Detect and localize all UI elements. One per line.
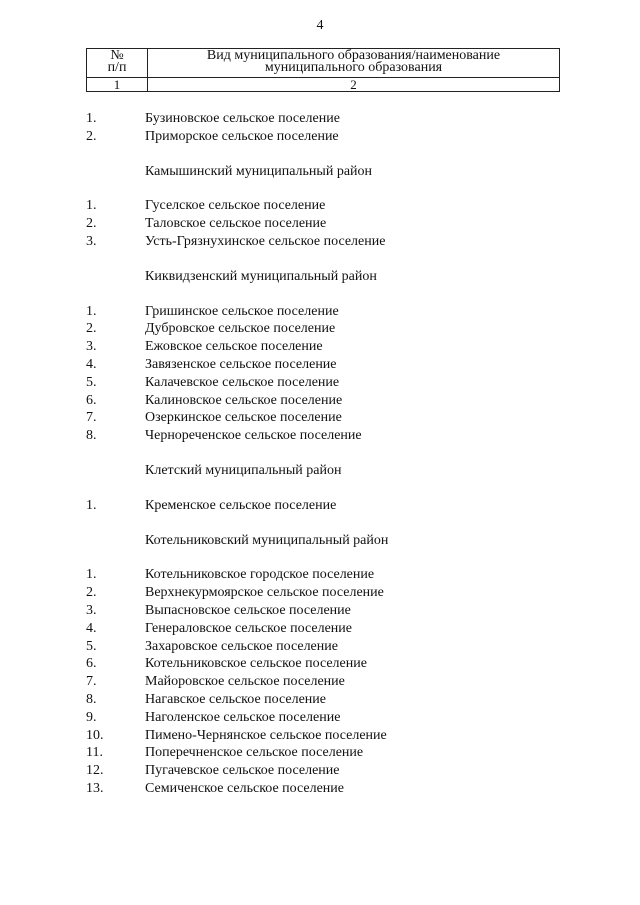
item-number: 3. xyxy=(86,603,97,618)
item-number: 6. xyxy=(86,392,97,408)
list-item xyxy=(0,655,640,673)
list-item xyxy=(0,620,640,638)
item-name: Семиченское сельское поселение xyxy=(145,781,345,796)
item-name: Завязенское сельское поселение xyxy=(145,357,337,372)
header-col2-number: 2 xyxy=(148,78,560,92)
list-item xyxy=(0,673,640,691)
item-number: 1. xyxy=(86,497,97,513)
list-item xyxy=(0,197,640,215)
list-item xyxy=(0,233,640,251)
district-heading: Клетский муниципальный район xyxy=(145,463,342,478)
list-item xyxy=(0,427,640,445)
item-number: 1. xyxy=(86,303,97,319)
item-number: 9. xyxy=(86,709,97,725)
item-name: Бузиновское сельское поселение xyxy=(145,111,340,126)
item-name: Озеркинское сельское поселение xyxy=(145,410,342,426)
item-number: 1. xyxy=(86,111,97,126)
item-number: 4. xyxy=(86,620,97,636)
header-col1-line2: п/п xyxy=(107,60,127,75)
item-number: 5. xyxy=(86,374,97,390)
item-number: 2. xyxy=(86,128,97,144)
item-number: 3. xyxy=(86,234,97,249)
list-item xyxy=(0,374,640,392)
item-number: 4. xyxy=(86,357,97,372)
item-name: Гришинское сельское поселение xyxy=(145,303,339,319)
list-item xyxy=(0,602,640,620)
item-name: Калачевское сельское поселение xyxy=(145,374,340,390)
item-name: Пугачевское сельское поселение xyxy=(145,763,340,779)
item-name: Пимено-Чернянское сельское поселение xyxy=(145,727,387,743)
list-item xyxy=(0,303,640,321)
item-number: 5. xyxy=(86,638,97,654)
list-item xyxy=(0,744,640,762)
item-name: Таловское сельское поселение xyxy=(145,216,327,232)
item-number: 8. xyxy=(86,692,97,707)
item-number: 2. xyxy=(86,321,97,337)
list-item xyxy=(0,338,640,356)
item-name: Котельниковское сельское поселение xyxy=(145,656,367,672)
header-col1-number: 1 xyxy=(87,78,148,92)
header-col1-line1: № xyxy=(110,48,124,63)
item-number: 12. xyxy=(86,763,104,779)
item-name: Дубровское сельское поселение xyxy=(145,321,336,337)
district-heading: Камышинский муниципальный район xyxy=(145,163,373,179)
list-item xyxy=(0,392,640,410)
item-name: Генераловское сельское поселение xyxy=(145,620,352,636)
list-item xyxy=(0,320,640,338)
item-name: Верхнекурмоярское сельское поселение xyxy=(145,585,384,601)
list-item xyxy=(0,110,640,128)
item-number: 8. xyxy=(86,428,97,444)
list-item xyxy=(0,409,640,427)
item-name: Гуселское сельское поселение xyxy=(145,198,326,214)
header-col2-line2: муниципального образования xyxy=(264,60,443,75)
item-name: Калиновское сельское поселение xyxy=(145,392,343,408)
list-item xyxy=(0,566,640,584)
item-name: Ежовское сельское поселение xyxy=(145,339,323,355)
list-item xyxy=(0,497,640,515)
header-col2-line1: Вид муниципального образования/наименование xyxy=(206,48,501,63)
item-name: Котельниковское городское поселение xyxy=(145,567,375,583)
page-number: 4 xyxy=(316,18,324,33)
district-heading: Котельниковский муниципальный район xyxy=(145,532,389,548)
list-item xyxy=(0,691,640,709)
item-name: Поперечненское сельское поселение xyxy=(145,745,364,761)
item-number: 10. xyxy=(86,727,104,743)
list-item xyxy=(0,356,640,374)
item-name: Чернореченское сельское поселение xyxy=(145,428,362,444)
district-heading: Киквидзенский муниципальный район xyxy=(145,268,377,284)
item-name: Захаровское сельское поселение xyxy=(145,638,338,654)
item-name: Нагавское сельское поселение xyxy=(145,692,326,707)
item-number: 2. xyxy=(86,216,97,232)
item-number: 6. xyxy=(86,656,97,672)
item-name: Кременское сельское поселение xyxy=(145,497,337,513)
list-item xyxy=(0,727,640,745)
item-name: Майоровское сельское поселение xyxy=(145,674,345,690)
item-number: 11. xyxy=(86,745,103,761)
list-item xyxy=(0,128,640,146)
list-item xyxy=(0,584,640,602)
item-name: Наголенское сельское поселение xyxy=(145,709,341,725)
item-number: 7. xyxy=(86,674,97,690)
item-number: 2. xyxy=(86,585,97,601)
item-number: 1. xyxy=(86,198,97,214)
list-item xyxy=(0,638,640,656)
list-item xyxy=(0,215,640,233)
list-item xyxy=(0,780,640,798)
list-item xyxy=(0,709,640,727)
item-name: Выпасновское сельское поселение xyxy=(145,603,351,618)
item-number: 3. xyxy=(86,339,97,355)
item-number: 7. xyxy=(86,410,97,426)
list-item xyxy=(0,762,640,780)
item-number: 13. xyxy=(86,781,104,796)
item-name: Усть-Грязнухинское сельское поселение xyxy=(145,234,386,249)
item-number: 1. xyxy=(86,567,97,583)
item-name: Приморское сельское поселение xyxy=(145,128,339,144)
